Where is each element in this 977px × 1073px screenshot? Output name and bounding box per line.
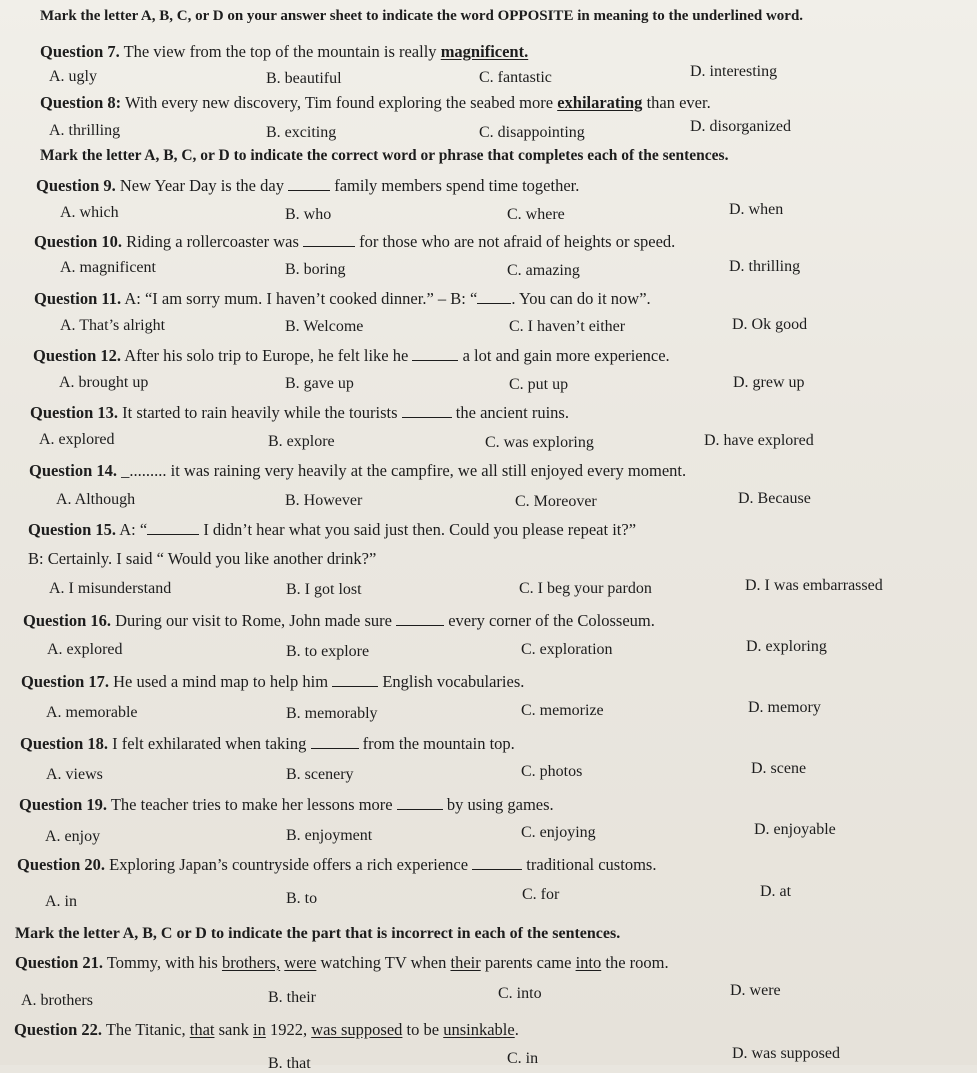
answer-blank: [472, 857, 522, 870]
option-a[interactable]: A. in: [45, 893, 77, 910]
option-d[interactable]: D. I was embarrassed: [745, 577, 883, 594]
option-b[interactable]: B. explore: [268, 433, 335, 450]
option-d[interactable]: D. disorganized: [690, 118, 792, 135]
option-a[interactable]: A. That’s alright: [60, 317, 166, 334]
underlined-part-c: in: [252, 1020, 266, 1039]
option-b[interactable]: B. exciting: [266, 124, 337, 141]
question-7: [40, 42, 528, 62]
question-label: Question 12.: [33, 346, 122, 365]
instruction-incorrect: Mark the letter A, B, C or D to indicate the part that is incorrect in each of the sentences.: [15, 925, 621, 942]
question-text: it was raining very heavily at the campfire, we all still enjoyed every moment.: [170, 461, 687, 480]
question-20: [17, 855, 656, 875]
option-d[interactable]: D. was supposed: [732, 1045, 840, 1062]
answer-blank: [402, 405, 452, 418]
option-a[interactable]: A. views: [46, 766, 103, 783]
underlined-word: exhilarating: [557, 93, 643, 112]
answer-blank: [332, 674, 378, 687]
question-text-end: every corner of the Colosseum.: [444, 611, 655, 630]
question-text-end: than ever.: [642, 93, 711, 112]
question-8: [40, 93, 711, 113]
option-c[interactable]: C. photos: [521, 763, 583, 780]
option-c[interactable]: C. I haven’t either: [509, 318, 626, 335]
question-label: Question 7.: [40, 42, 120, 61]
question-text: Riding a rollercoaster was: [122, 232, 303, 251]
option-a[interactable]: A. magnificent: [60, 259, 156, 276]
option-d[interactable]: D. memory: [748, 699, 821, 716]
question-text: Exploring Japan’s countryside offers a rich experience: [105, 855, 473, 874]
option-a[interactable]: A. which: [60, 204, 119, 221]
answer-blank: [397, 797, 443, 810]
question-text: It started to rain heavily while the tourists: [118, 403, 402, 422]
option-c[interactable]: C. amazing: [507, 262, 580, 279]
question-text-end: traditional customs.: [522, 855, 657, 874]
option-a[interactable]: A. Although: [56, 491, 136, 508]
question-text: to be: [402, 1020, 444, 1039]
underlined-part-b: their: [450, 953, 481, 972]
question-15-line-2: B: Certainly. I said “ Would you like another drink?”: [28, 549, 377, 568]
answer-blank: [477, 291, 511, 304]
option-a[interactable]: A. memorable: [46, 704, 138, 721]
question-text: After his solo trip to Europe, he felt like he: [121, 346, 413, 365]
option-b[interactable]: B. gave up: [285, 375, 354, 392]
question-text-end: family members spend time together.: [330, 176, 580, 195]
option-d[interactable]: D. interesting: [690, 63, 778, 80]
underlined-part-d: were: [284, 953, 317, 972]
answer-blank: [288, 178, 330, 191]
question-14: [29, 461, 686, 481]
question-text: watching TV when: [316, 953, 451, 972]
question-text-end: a lot and gain more experience.: [458, 346, 670, 365]
option-c[interactable]: C. for: [522, 886, 560, 903]
option-d[interactable]: D. were: [730, 982, 781, 999]
option-c[interactable]: C. Moreover: [515, 493, 597, 510]
option-d[interactable]: D. thrilling: [729, 258, 801, 275]
option-b[interactable]: B. memorably: [286, 705, 378, 722]
option-b[interactable]: B. scenery: [286, 766, 354, 783]
option-d[interactable]: D. when: [729, 201, 784, 218]
option-a[interactable]: A. explored: [39, 431, 115, 448]
option-b[interactable]: B. that: [268, 1055, 311, 1072]
question-text: the room.: [601, 953, 669, 972]
question-label: Question 15.: [28, 520, 117, 539]
option-a[interactable]: A. explored: [47, 641, 123, 658]
option-b[interactable]: B. However: [285, 492, 363, 509]
option-c[interactable]: C. fantastic: [479, 69, 552, 86]
question-text-end: English vocabularies.: [378, 672, 525, 691]
question-9: [36, 176, 579, 196]
question-text: During our visit to Rome, John made sure: [111, 611, 397, 630]
question-text-end: I didn’t hear what you said just then. Could you please repeat it?”: [199, 520, 637, 539]
question-19: [19, 795, 554, 815]
option-a[interactable]: A. brothers: [21, 992, 93, 1009]
option-a[interactable]: A. I misunderstand: [49, 580, 172, 597]
question-text: The Titanic,: [102, 1020, 190, 1039]
underlined-part-d: was supposed: [311, 1020, 403, 1039]
option-d[interactable]: D. enjoyable: [754, 821, 836, 838]
answer-blank: [303, 234, 355, 247]
answer-blank: [412, 348, 458, 361]
question-label: Question 21.: [15, 953, 104, 972]
question-label: Question 11.: [34, 289, 122, 308]
option-a[interactable]: A. brought up: [59, 374, 149, 391]
question-label: Question 18.: [20, 734, 109, 753]
option-b[interactable]: B. who: [285, 206, 332, 223]
question-text: .: [514, 1020, 519, 1039]
option-b[interactable]: B. to: [286, 890, 318, 907]
question-text: parents came: [480, 953, 576, 972]
option-c[interactable]: C. I beg your pardon: [519, 580, 652, 597]
question-label: Question 9.: [36, 176, 116, 195]
option-c[interactable]: C. disappointing: [479, 124, 585, 141]
option-c[interactable]: C. exploration: [521, 641, 613, 658]
question-text: The teacher tries to make her lessons more: [107, 795, 397, 814]
option-d[interactable]: D. at: [760, 883, 792, 900]
question-text: He used a mind map to help him: [109, 672, 333, 691]
question-10: [34, 232, 675, 252]
option-c[interactable]: C. enjoying: [521, 824, 596, 841]
option-a[interactable]: A. enjoy: [45, 828, 101, 845]
question-text-end: from the mountain top.: [358, 734, 515, 753]
option-c[interactable]: C. put up: [509, 376, 569, 393]
answer-blank: [147, 522, 199, 535]
question-label: Question 19.: [19, 795, 108, 814]
option-d[interactable]: D. have explored: [704, 432, 814, 449]
question-label: Question 20.: [17, 855, 106, 874]
question-text-end: for those who are not afraid of heights or speed.: [355, 232, 676, 251]
question-text: sank: [214, 1020, 253, 1039]
option-b[interactable]: B. Welcome: [285, 318, 364, 335]
question-text-end: the ancient ruins.: [451, 403, 569, 422]
question-label: Question 14.: [29, 461, 118, 480]
question-22: [14, 1020, 519, 1040]
option-d[interactable]: D. grew up: [733, 374, 805, 391]
question-label: Question 17.: [21, 672, 110, 691]
option-c[interactable]: C. where: [507, 206, 565, 223]
question-text: New Year Day is the day: [115, 176, 289, 195]
question-label: Question 16.: [23, 611, 112, 630]
question-12: [33, 346, 670, 366]
underlined-part-b: that: [189, 1020, 215, 1039]
question-label: Question 10.: [34, 232, 123, 251]
option-d[interactable]: D. scene: [751, 760, 807, 777]
option-c[interactable]: C. into: [498, 985, 542, 1002]
question-label: Question 8:: [40, 93, 122, 112]
question-18: [20, 734, 515, 754]
option-a[interactable]: A. thrilling: [49, 122, 121, 139]
question-text-end: by using games.: [442, 795, 554, 814]
option-c[interactable]: C. memorize: [521, 702, 604, 719]
option-b[interactable]: B. I got lost: [286, 581, 362, 598]
underlined-word: magnificent.: [440, 42, 529, 61]
option-b[interactable]: B. to explore: [286, 643, 370, 660]
question-text-end: . You can do it now”.: [511, 289, 651, 308]
answer-blank: _.........: [117, 461, 171, 480]
answer-blank: [396, 613, 444, 626]
question-text: I felt exhilarated when taking: [108, 734, 311, 753]
option-a[interactable]: A. ugly: [49, 68, 97, 85]
question-21: [15, 953, 669, 973]
option-b[interactable]: B. beautiful: [266, 70, 342, 87]
question-13: [30, 403, 569, 423]
question-label: Question 22.: [14, 1020, 103, 1039]
question-11: [34, 289, 651, 309]
question-text: A: “: [116, 520, 148, 539]
option-d[interactable]: D. Because: [738, 490, 811, 507]
question-text: The view from the top of the mountain is really: [119, 42, 441, 61]
option-d[interactable]: D. Ok good: [732, 316, 808, 333]
option-b[interactable]: B. boring: [285, 261, 346, 278]
question-17: [21, 672, 524, 692]
option-d[interactable]: D. exploring: [746, 638, 827, 655]
answer-blank: [311, 736, 359, 749]
underlined-part-a: brothers,: [221, 953, 281, 972]
question-text: A: “I am sorry mum. I haven’t cooked dinner.” – B: “: [121, 289, 478, 308]
question-text: Tommy, with his: [103, 953, 222, 972]
underlined-part-a: unsinkable: [443, 1020, 515, 1039]
instruction-opposite: Mark the letter A, B, C, or D on your answer sheet to indicate the word OPPOSITE in meaning to the underlined word.: [40, 8, 804, 24]
question-text: With every new discovery, Tim found exploring the seabed more: [121, 93, 558, 112]
question-15: [28, 520, 636, 540]
option-c[interactable]: C. in: [507, 1050, 539, 1067]
option-b[interactable]: B. enjoyment: [286, 827, 373, 844]
option-c[interactable]: C. was exploring: [485, 434, 594, 451]
option-b[interactable]: B. their: [268, 989, 316, 1006]
instruction-complete: Mark the letter A, B, C, or D to indicate the correct word or phrase that completes each of the sentences.: [40, 147, 729, 164]
question-label: Question 13.: [30, 403, 119, 422]
underlined-part-c: into: [575, 953, 602, 972]
question-text: 1922,: [265, 1020, 312, 1039]
question-16: [23, 611, 655, 631]
